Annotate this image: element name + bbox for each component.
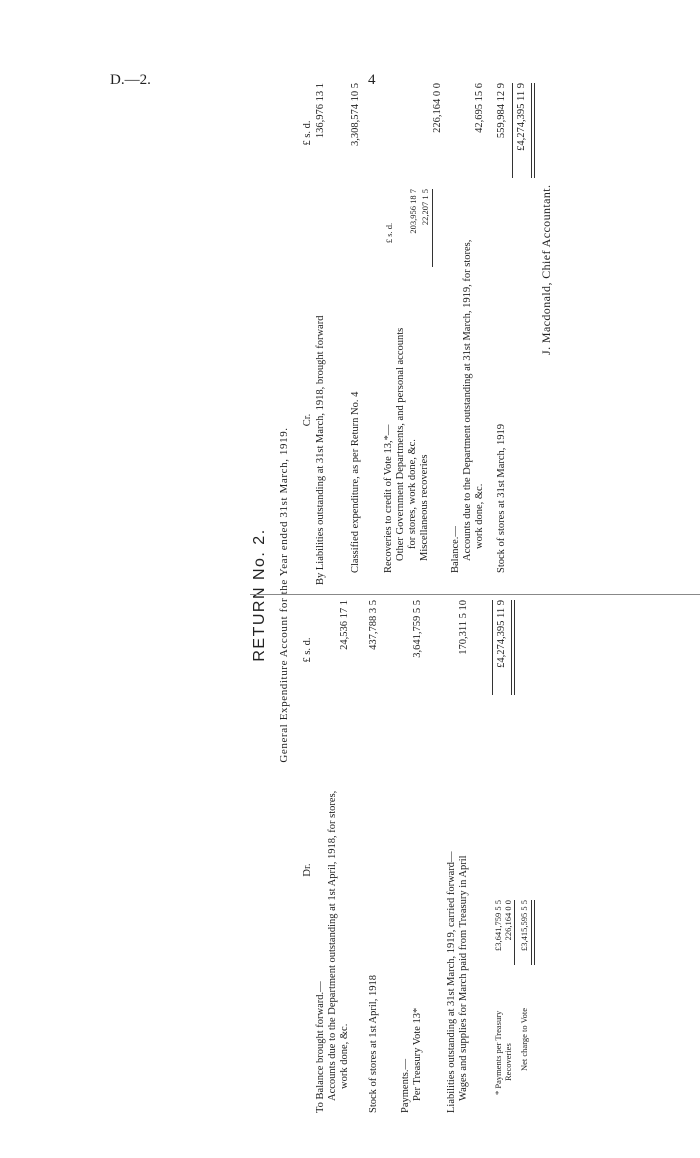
dr-stock-amount: 437,788 3 5 <box>368 600 379 650</box>
dr-liabilities-amount: 170,311 5 10 <box>458 600 469 655</box>
footnote-payments-label: * Payments per Treasury <box>493 1010 503 1095</box>
cr-stock-label: Stock of stores at 31st March, 1919 <box>496 423 507 573</box>
cr-balance-heading: Balance.— <box>450 526 461 573</box>
page-number: 4 <box>368 72 376 88</box>
cr-recoveries-rule <box>432 189 433 267</box>
dr-total-double-rule <box>511 600 515 695</box>
dr-accounts-due-amount: 24,536 17 1 <box>339 600 350 650</box>
rotated-statement <box>240 75 700 1115</box>
dr-liabilities-line1: Liabilities outstanding at 31st March, 1919, carried forward— <box>446 851 457 1113</box>
dr-heading: Dr. <box>302 863 313 877</box>
dr-col-heading: £ s. d. <box>302 637 313 663</box>
cr-recoveries-heading: Recoveries to credit of Vote 13,*— <box>383 424 394 573</box>
dr-accounts-due-line2: work done, &c. <box>339 1023 350 1089</box>
cr-other-govt-amount: 203,956 18 7 <box>408 189 418 234</box>
cr-classified-label: Classified expenditure, as per Return No. 4 <box>350 391 361 573</box>
footnote-recoveries-amount: 226,164 0 0 <box>503 900 513 941</box>
cr-accounts-due-amount: 42,695 15 6 <box>474 83 485 133</box>
footnote-double-rule <box>531 900 535 965</box>
signature: J. Macdonald, Chief Accountant. <box>539 184 553 355</box>
cr-misc-label: Miscellaneous recoveries <box>419 454 430 561</box>
cr-heading: Cr. <box>302 413 313 427</box>
cr-other-govt-line1: Other Government Departments, and personal accounts <box>395 327 406 561</box>
cr-total-rule <box>512 83 513 178</box>
footnote-rule <box>514 900 515 965</box>
cr-total: £4,274,395 11 9 <box>516 83 527 151</box>
cr-accounts-due-line2: work done, &c. <box>474 483 485 549</box>
cr-liab-label: By Liabilities outstanding at 31st March, 1918, brought forward <box>315 315 326 585</box>
dr-balance-heading: To Balance brought forward.— <box>315 981 326 1113</box>
footnote-net-amount: £3,415,595 5 5 <box>519 900 529 951</box>
dr-total-rule <box>492 600 493 695</box>
cr-misc-amount: 22,207 1 5 <box>420 189 430 226</box>
cr-stock-amount: 559,984 12 9 <box>496 83 507 139</box>
cr-classified-amount: 3,308,574 10 5 <box>350 83 361 146</box>
dr-total: £4,274,395 11 9 <box>496 600 507 668</box>
cr-col-heading: £ s. d. <box>302 120 313 146</box>
cr-total-double-rule <box>531 83 535 178</box>
page-ref: D.—2. <box>110 72 151 88</box>
dr-treasury-label: Per Treasury Vote 13* <box>412 1007 423 1101</box>
dr-payments-heading: Payments.— <box>400 1059 411 1113</box>
cr-accounts-due-line1: Accounts due to the Department outstanding at 31st March, 1919, for stores, <box>462 239 473 561</box>
footnote-payments-amount: £3,641,759 5 5 <box>493 900 503 951</box>
cr-recoveries-total: 226,164 0 0 <box>432 83 443 133</box>
dr-treasury-amount: 3,641,759 5 5 <box>412 600 423 658</box>
cr-other-govt-line2: for stores, work done, &c. <box>407 439 418 549</box>
dr-liabilities-line2: Wages and supplies for March paid from Treasury in April <box>458 855 469 1101</box>
cr-sub-col-heading: £ s. d. <box>384 222 394 244</box>
footnote-net-label: Net charge to Vote <box>519 1007 529 1071</box>
dr-stock-label: Stock of stores at 1st April, 1918 <box>368 975 379 1113</box>
return-title: RETURN No. 2. <box>251 528 268 662</box>
cr-liab-amount: 136,976 13 1 <box>315 83 326 139</box>
dr-accounts-due-line1: Accounts due to the Department outstanding at 1st April, 1918, for stores, <box>327 790 338 1101</box>
column-divider <box>250 594 700 595</box>
account-subtitle: General Expenditure Account for the Year ended 31st March, 1919. <box>278 427 290 763</box>
footnote-recoveries-label: Recoveries <box>503 1043 513 1081</box>
